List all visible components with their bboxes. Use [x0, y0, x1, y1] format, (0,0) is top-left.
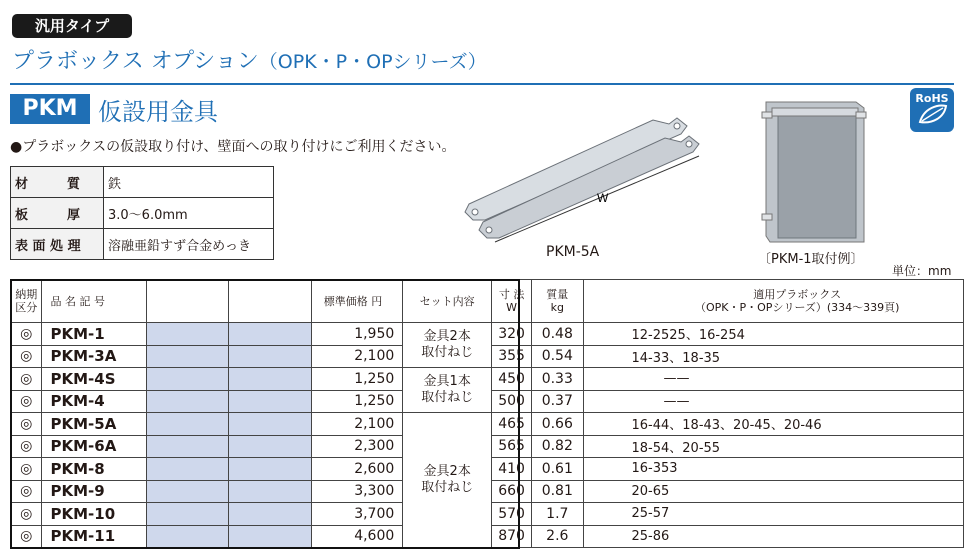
page-title-sub: （OPK・P・OPシリーズ）: [258, 51, 487, 73]
set-contents: 金具2本 取付ねじ: [403, 323, 492, 368]
dimension-w: 500: [492, 390, 532, 413]
model-code: PKM-9: [42, 480, 147, 503]
weight-kg: 2.6: [532, 525, 583, 548]
header-weight-bottom: kg: [550, 301, 564, 314]
blank-cell: [147, 503, 229, 526]
bracket-illustration: [455, 108, 705, 248]
weight-kg: 0.37: [532, 390, 583, 413]
blank-cell: [147, 368, 229, 391]
delivery-mark: ◎: [11, 458, 42, 481]
weight-kg: 0.82: [532, 435, 583, 458]
price: 1,950: [311, 323, 403, 346]
blank-cell: [147, 323, 229, 346]
spec-value: 溶融亜鉛すず合金めっき: [104, 229, 274, 260]
header-price: 標準価格 円: [311, 280, 403, 323]
figure-caption-left: PKM-5A: [546, 244, 600, 260]
delivery-mark: ◎: [11, 323, 42, 346]
header-model: 品 名 記 号: [42, 280, 147, 323]
blank-cell: [229, 480, 311, 503]
applicable-box: ——: [583, 390, 964, 413]
price: 2,300: [311, 435, 403, 458]
set-contents: 金具1本 取付ねじ: [403, 368, 492, 413]
unit-label: 単位：mm: [892, 264, 952, 278]
header-weight: [532, 280, 583, 323]
set-contents: 金具2本 取付ねじ: [403, 413, 492, 548]
leaf-icon: [910, 88, 954, 132]
weight-kg: 0.81: [532, 480, 583, 503]
weight-kg: 0.33: [532, 368, 583, 391]
figure-caption-right: 〔PKM-1取付例〕: [758, 252, 864, 267]
delivery-mark: ◎: [11, 503, 42, 526]
header-blank-1: [147, 280, 229, 323]
weight-kg: 0.54: [532, 345, 583, 368]
delivery-mark: ◎: [11, 435, 42, 458]
dimension-w: 410: [492, 458, 532, 481]
header-dimension-bottom: W: [506, 301, 518, 314]
dimension-w: 870: [492, 525, 532, 548]
page-title: [12, 44, 487, 75]
blank-cell: [229, 390, 311, 413]
blank-cell: [147, 390, 229, 413]
dimension-w: 355: [492, 345, 532, 368]
product-table: [10, 279, 964, 548]
category-badge: 汎用タイプ: [12, 14, 132, 38]
price: 2,600: [311, 458, 403, 481]
header-blank-2: [229, 280, 311, 323]
title-divider: [10, 83, 954, 85]
model-code: PKM-4: [42, 390, 147, 413]
weight-kg: 0.61: [532, 458, 583, 481]
blank-cell: [229, 345, 311, 368]
applicable-box: 16-353: [583, 458, 964, 481]
blank-cell: [229, 368, 311, 391]
weight-kg: 0.48: [532, 323, 583, 346]
applicable-box: 25-57: [583, 503, 964, 526]
header-set: セット内容: [403, 280, 492, 323]
price: 1,250: [311, 368, 403, 391]
delivery-mark: ◎: [11, 480, 42, 503]
blank-cell: [147, 458, 229, 481]
header-applicable: [583, 280, 964, 323]
applicable-box: 18-54、20-55: [583, 435, 964, 458]
header-delivery: [11, 280, 42, 323]
table-header-row: [11, 280, 964, 323]
delivery-mark: ◎: [11, 345, 42, 368]
dimension-w: 565: [492, 435, 532, 458]
header-delivery-text: 納期 区分: [15, 288, 38, 314]
blank-cell: [229, 435, 311, 458]
table-row: [11, 323, 964, 346]
model-code: PKM-3A: [42, 345, 147, 368]
blank-cell: [229, 413, 311, 436]
spec-key: 材 質: [11, 167, 104, 198]
spec-key: 表 面 処 理: [11, 229, 104, 260]
table-row: [11, 368, 964, 391]
price: 1,250: [311, 390, 403, 413]
spec-row: [11, 198, 274, 229]
model-code: PKM-10: [42, 503, 147, 526]
applicable-box: 20-65: [583, 480, 964, 503]
blank-cell: [229, 458, 311, 481]
weight-kg: 0.66: [532, 413, 583, 436]
model-code: PKM-5A: [42, 413, 147, 436]
applicable-box: 25-86: [583, 525, 964, 548]
dimension-w: 570: [492, 503, 532, 526]
box-illustration: [760, 98, 870, 244]
dimension-w: 660: [492, 480, 532, 503]
model-code: PKM-6A: [42, 435, 147, 458]
page-title-main: プラボックス オプション: [12, 49, 259, 74]
applicable-box: 14-33、18-35: [583, 345, 964, 368]
blank-cell: [147, 525, 229, 548]
delivery-mark: ◎: [11, 390, 42, 413]
header-weight-top: 質量: [546, 288, 569, 301]
applicable-box: 16-44、18-43、20-45、20-46: [583, 413, 964, 436]
model-code: PKM-11: [42, 525, 147, 548]
header-applicable-bottom: （OPK・P・OPシリーズ）(334〜339頁): [695, 301, 900, 314]
rohs-label: RoHS: [915, 92, 949, 105]
blank-cell: [147, 480, 229, 503]
header-dimension: [492, 280, 532, 323]
product-code-badge: PKM: [10, 94, 90, 124]
spec-value: 3.0〜6.0mm: [104, 198, 274, 229]
applicable-box: 12-2525、16-254: [583, 323, 964, 346]
delivery-mark: ◎: [11, 525, 42, 548]
product-description: ●プラボックスの仮設取り付け、壁面への取り付けにご利用ください。: [10, 139, 456, 155]
rohs-badge: [910, 88, 954, 132]
price: 4,600: [311, 525, 403, 548]
price: 3,700: [311, 503, 403, 526]
product-name: 仮設用金具: [98, 98, 218, 126]
model-code: PKM-4S: [42, 368, 147, 391]
applicable-box: ——: [583, 368, 964, 391]
blank-cell: [147, 435, 229, 458]
model-code: PKM-8: [42, 458, 147, 481]
spec-key: 板 厚: [11, 198, 104, 229]
price: 2,100: [311, 345, 403, 368]
dimension-label: W: [597, 191, 609, 205]
header-dimension-top: 寸 法: [498, 288, 525, 301]
weight-kg: 1.7: [532, 503, 583, 526]
price: 2,100: [311, 413, 403, 436]
blank-cell: [147, 413, 229, 436]
spec-row: [11, 229, 274, 260]
header-applicable-top: 適用プラボックス: [753, 288, 842, 301]
delivery-mark: ◎: [11, 413, 42, 436]
dimension-w: 450: [492, 368, 532, 391]
spec-row: [11, 167, 274, 198]
blank-cell: [229, 525, 311, 548]
table-row: [11, 413, 964, 436]
spec-table: [10, 166, 274, 260]
spec-value: 鉄: [104, 167, 274, 198]
model-code: PKM-1: [42, 323, 147, 346]
dimension-w: 465: [492, 413, 532, 436]
blank-cell: [229, 323, 311, 346]
dimension-w: 320: [492, 323, 532, 346]
delivery-mark: ◎: [11, 368, 42, 391]
blank-cell: [147, 345, 229, 368]
price: 3,300: [311, 480, 403, 503]
blank-cell: [229, 503, 311, 526]
